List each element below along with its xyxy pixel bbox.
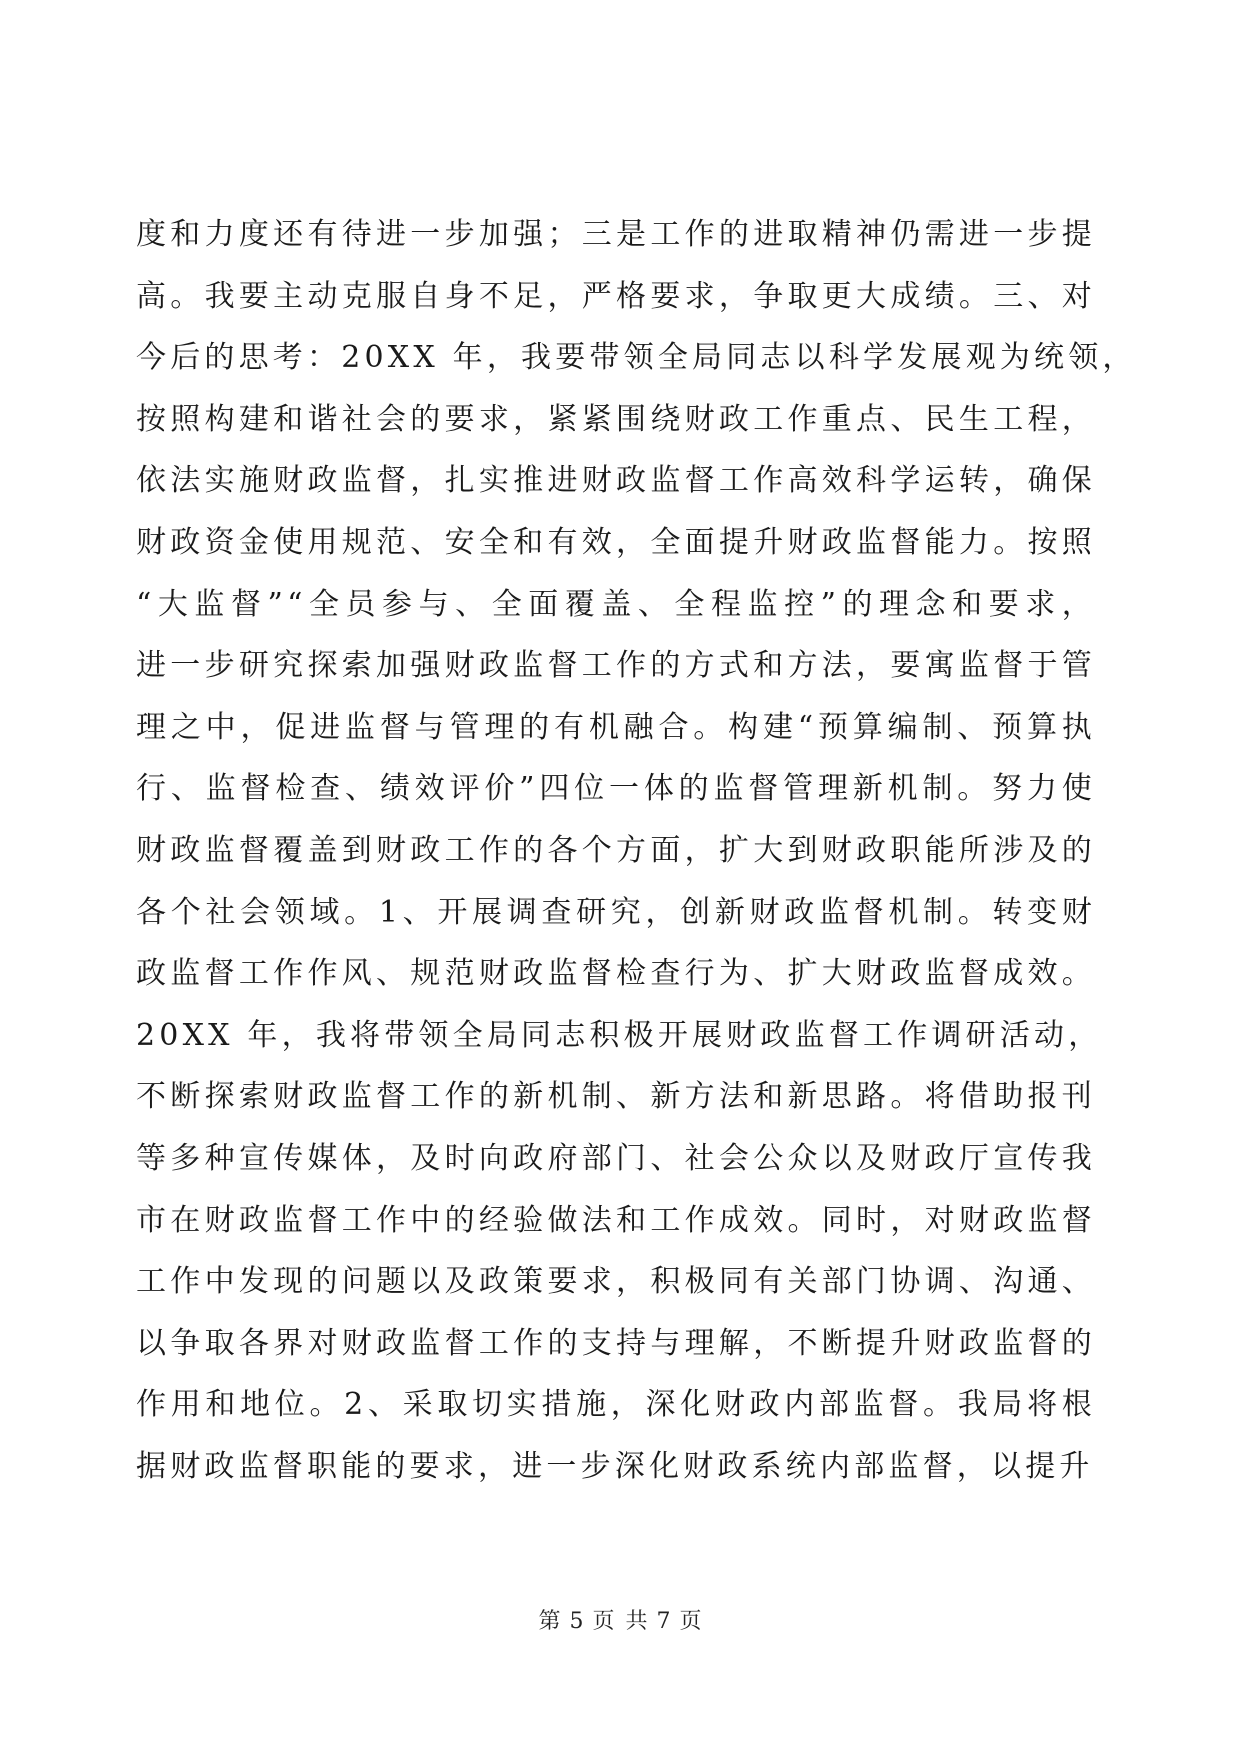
text-line: 以争取各界对财政监督工作的支持与理解，不断提升财政监督的 <box>136 1325 1096 1361</box>
text-line: 理之中，促进监督与管理的有机融合。构建“预算编制、预算执 <box>136 709 1096 745</box>
text-line: 市在财政监督工作中的经验做法和工作成效。同时，对财政监督 <box>136 1202 1096 1238</box>
text-line: 工作中发现的问题以及政策要求，积极同有关部门协调、沟通、 <box>136 1264 1096 1300</box>
text-line: 进一步研究探索加强财政监督工作的方式和方法，要寓监督于管 <box>136 648 1096 684</box>
page-number: 第 5 页 <box>538 1609 616 1634</box>
text-line: 作用和地位。2、采取切实措施，深化财政内部监督。我局将根 <box>136 1387 1096 1423</box>
body-text <box>136 204 1137 1497</box>
text-line: 等多种宣传媒体，及时向政府部门、社会公众以及财政厅宣传我 <box>136 1140 1096 1176</box>
page-total: 共 7 页 <box>625 1609 703 1634</box>
text-line: 行、监督检查、绩效评价”四位一体的监督管理新机制。努力使 <box>136 771 1096 807</box>
text-line: 不断探索财政监督工作的新机制、新方法和新思路。将借助报刊 <box>136 1079 1096 1115</box>
text-line: 今后的思考：20XX 年，我要带领全局同志以科学发展观为统领， <box>136 340 1137 376</box>
text-line: 按照构建和谐社会的要求，紧紧围绕财政工作重点、民生工程， <box>136 401 1096 437</box>
text-line: 高。我要主动克服自身不足，严格要求，争取更大成绩。三、对 <box>136 278 1096 314</box>
page-footer <box>0 1604 1241 1635</box>
text-line: 财政监督覆盖到财政工作的各个方面，扩大到财政职能所涉及的 <box>136 832 1096 868</box>
text-line: 20XX 年，我将带领全局同志积极开展财政监督工作调研活动， <box>136 1017 1103 1053</box>
text-line: 据财政监督职能的要求，进一步深化财政系统内部监督，以提升 <box>136 1448 1094 1484</box>
text-line: 财政资金使用规范、安全和有效，全面提升财政监督能力。按照 <box>136 524 1096 560</box>
text-line: 依法实施财政监督，扎实推进财政监督工作高效科学运转，确保 <box>136 463 1096 499</box>
text-line: “大监督”“全员参与、全面覆盖、全程监控”的理念和要求， <box>136 586 1096 622</box>
text-line: 各个社会领域。1、开展调查研究，创新财政监督机制。转变财 <box>136 894 1096 930</box>
text-line: 政监督工作作风、规范财政监督检查行为、扩大财政监督成效。 <box>136 956 1096 992</box>
text-line: 度和力度还有待进一步加强；三是工作的进取精神仍需进一步提 <box>136 217 1096 252</box>
